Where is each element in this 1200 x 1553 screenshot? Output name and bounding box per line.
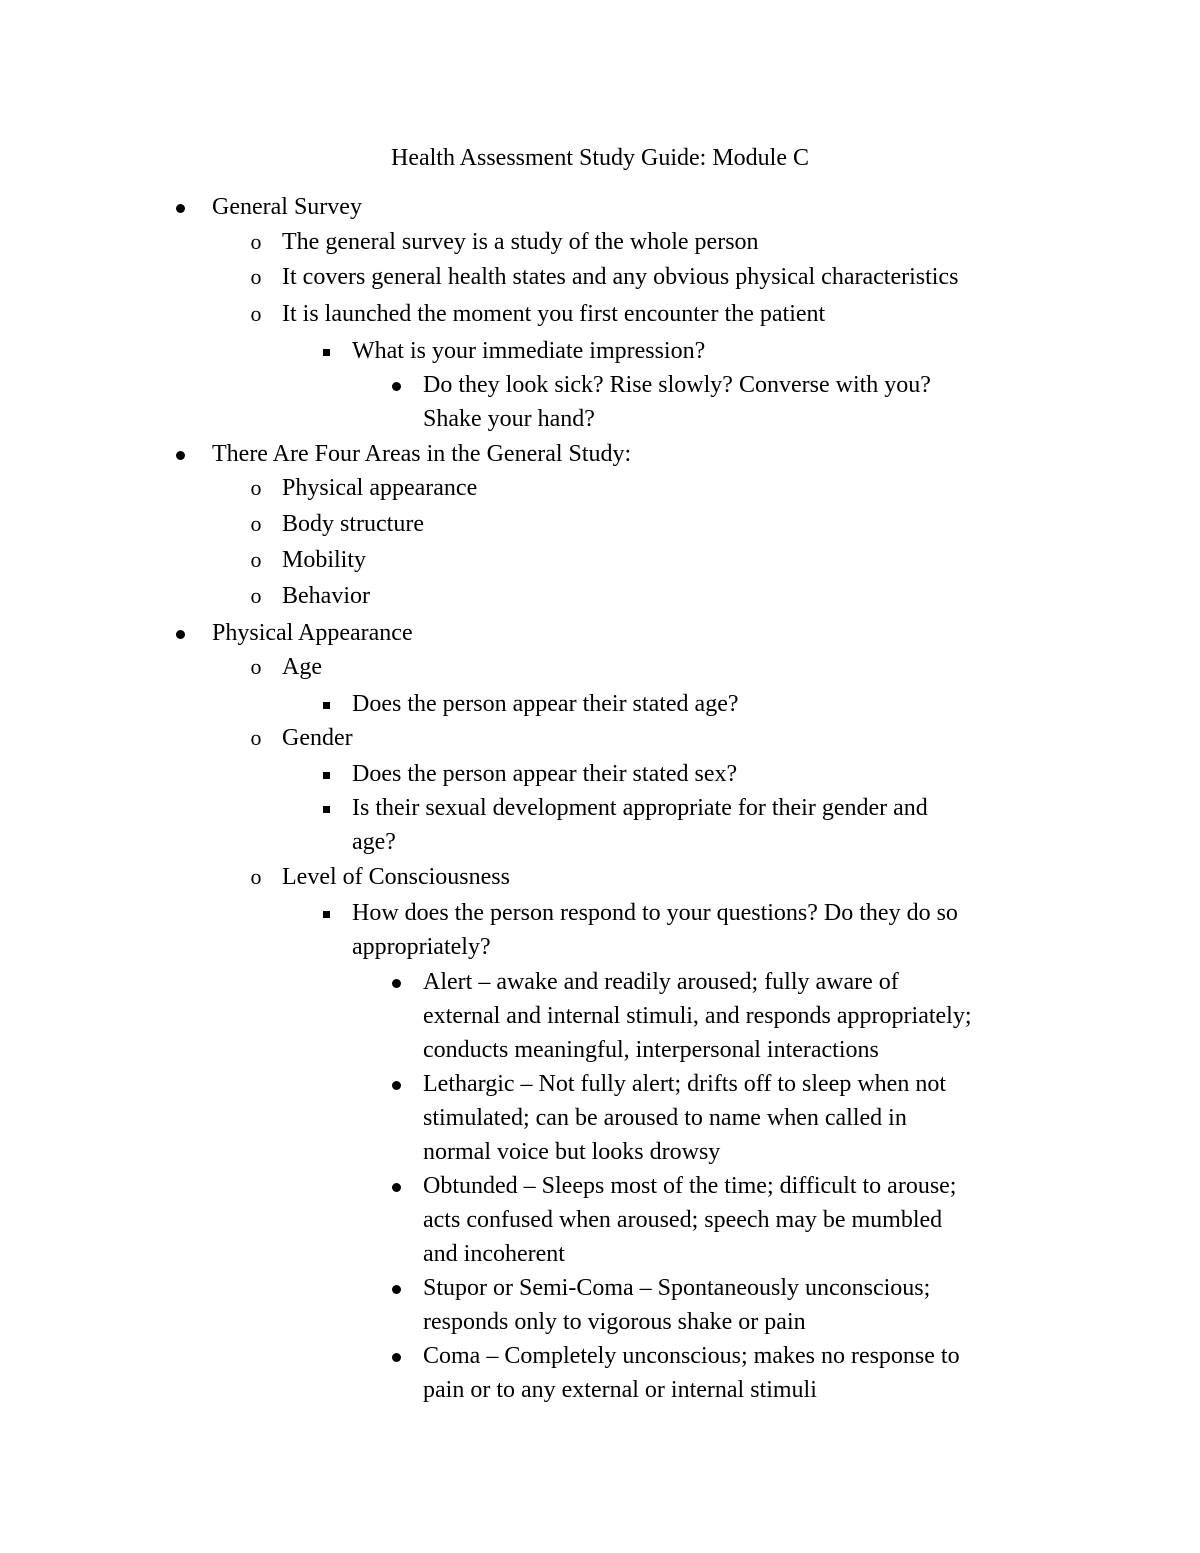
list-item: Obtunded – Sleeps most of the time; difficult to arouse;: [423, 1173, 957, 1199]
bullet-dot-icon: [172, 437, 188, 471]
list-item: Lethargic – Not fully alert; drifts off to sleep when not: [423, 1071, 946, 1097]
section-heading-four-areas: There Are Four Areas in the General Study:: [212, 441, 632, 467]
bullet-dot-icon: [388, 1169, 404, 1203]
list-item: Age: [282, 654, 322, 680]
section-heading-general-survey: General Survey: [212, 194, 362, 220]
list-item: How does the person respond to your questions? Do they do so: [352, 900, 958, 926]
list-item: Is their sexual development appropriate for their gender and: [352, 795, 928, 821]
list-item: Alert – awake and readily aroused; fully aware of: [423, 969, 899, 995]
bullet-dot-icon: [172, 190, 188, 224]
circle-bullet-icon: o: [250, 475, 262, 500]
circle-bullet-icon: o: [250, 725, 262, 750]
bullet-dot-icon: [388, 1271, 404, 1305]
square-bullet-icon: [318, 334, 334, 368]
list-item: Do they look sick? Rise slowly? Converse with you?: [423, 372, 931, 398]
list-item: Does the person appear their stated sex?: [352, 761, 738, 787]
list-item-continuation: stimulated; can be aroused to name when called in: [423, 1105, 907, 1131]
list-item: Level of Consciousness: [282, 864, 510, 890]
list-item: Behavior: [282, 583, 370, 609]
list-item-continuation: external and internal stimuli, and responds appropriately;: [423, 1003, 972, 1029]
list-item-continuation: and incoherent: [423, 1241, 565, 1267]
list-item-continuation: appropriately?: [352, 934, 491, 960]
list-item-continuation: age?: [352, 829, 396, 855]
list-item: Physical appearance: [282, 475, 478, 501]
circle-bullet-icon: o: [250, 264, 262, 289]
section-heading-physical-appearance: Physical Appearance: [212, 620, 413, 646]
bullet-dot-icon: [172, 616, 188, 650]
square-bullet-icon: [318, 687, 334, 721]
list-item-continuation: Shake your hand?: [423, 406, 595, 432]
bullet-dot-icon: [388, 965, 404, 999]
list-item: Mobility: [282, 547, 367, 573]
list-item: Does the person appear their stated age?: [352, 691, 739, 717]
circle-bullet-icon: o: [250, 511, 262, 536]
list-item-continuation: conducts meaningful, interpersonal interactions: [423, 1037, 879, 1063]
list-item-continuation: acts confused when aroused; speech may be mumbled: [423, 1207, 943, 1233]
circle-bullet-icon: o: [250, 229, 262, 254]
bullet-dot-icon: [388, 1067, 404, 1101]
bullet-dot-icon: [388, 368, 404, 402]
list-item: Body structure: [282, 511, 424, 537]
page-title: Health Assessment Study Guide: Module C: [391, 145, 809, 171]
list-item: Coma – Completely unconscious; makes no response to: [423, 1343, 960, 1369]
circle-bullet-icon: o: [250, 583, 262, 608]
circle-bullet-icon: o: [250, 301, 262, 326]
circle-bullet-icon: o: [250, 864, 262, 889]
list-item: Gender: [282, 725, 353, 751]
square-bullet-icon: [318, 791, 334, 825]
list-item-continuation: responds only to vigorous shake or pain: [423, 1309, 806, 1335]
square-bullet-icon: [318, 896, 334, 930]
circle-bullet-icon: o: [250, 547, 262, 572]
list-item: The general survey is a study of the whole person: [282, 229, 759, 255]
bullet-dot-icon: [388, 1339, 404, 1373]
square-bullet-icon: [318, 757, 334, 791]
list-item-continuation: pain or to any external or internal stimuli: [423, 1377, 817, 1403]
list-item: It is launched the moment you first encounter the patient: [282, 301, 826, 327]
list-item: What is your immediate impression?: [352, 338, 706, 364]
circle-bullet-icon: o: [250, 654, 262, 679]
list-item-continuation: normal voice but looks drowsy: [423, 1139, 721, 1165]
list-item: It covers general health states and any obvious physical characteristics: [282, 264, 959, 290]
list-item: Stupor or Semi-Coma – Spontaneously unconscious;: [423, 1275, 931, 1301]
